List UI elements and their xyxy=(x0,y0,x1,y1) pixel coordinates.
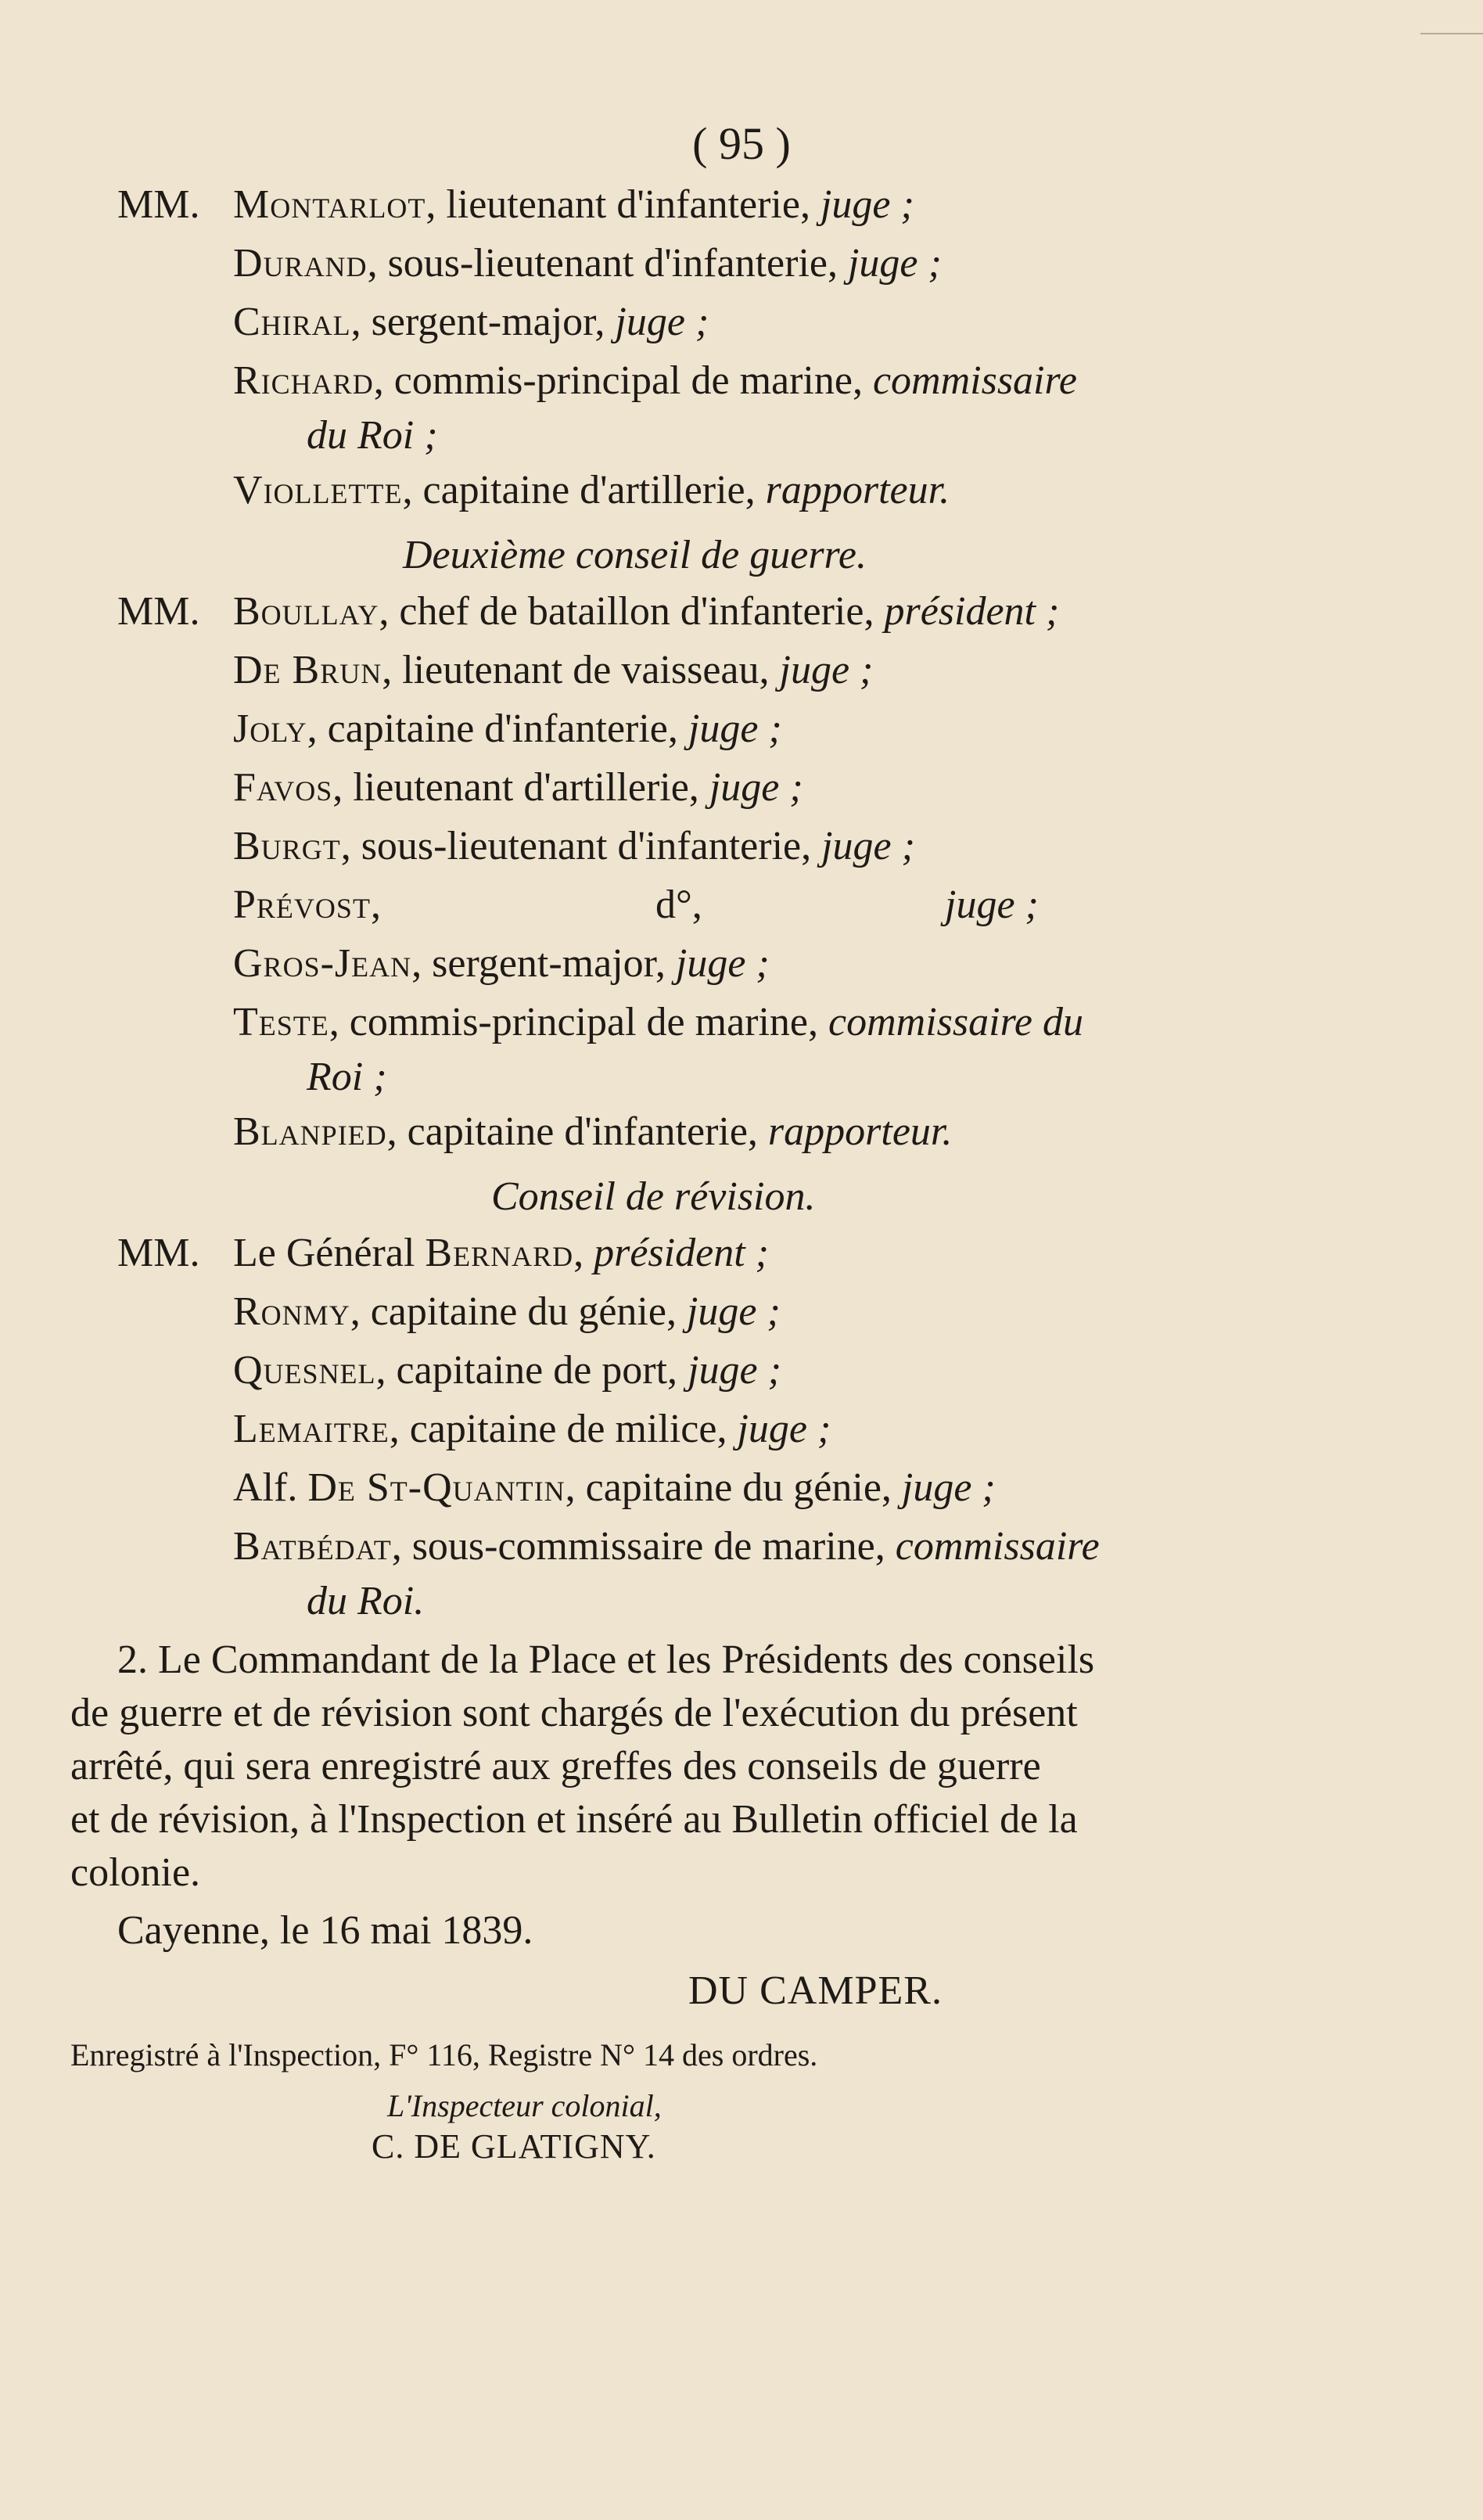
article-line: colonie. xyxy=(70,1850,201,1895)
member-name: Quesnel xyxy=(233,1348,376,1393)
member-role: , xyxy=(370,883,381,927)
member-function: juge ; xyxy=(847,241,942,286)
member-name: Montarlot xyxy=(233,182,426,227)
member-line xyxy=(233,240,942,287)
member-function: juge ; xyxy=(820,182,914,227)
member-name: Batbédat xyxy=(233,1524,392,1569)
member-name: Burgt xyxy=(233,824,341,868)
member-name: Richard xyxy=(233,358,374,403)
member-prefix: Alf. xyxy=(233,1465,308,1510)
member-role: , lieutenant d'artillerie, xyxy=(332,765,709,810)
member-function: rapporteur. xyxy=(767,1109,953,1154)
member-function: juge ; xyxy=(615,300,709,344)
member-name: De Brun xyxy=(233,648,382,692)
member-function-continued: du Roi. xyxy=(307,1579,425,1623)
member-line xyxy=(233,588,1059,635)
member-name: Gros-Jean xyxy=(233,941,412,986)
member-function: juge ; xyxy=(945,883,1039,927)
member-function: commissaire xyxy=(895,1524,1100,1569)
member-name: Teste xyxy=(233,1000,329,1044)
member-name: Bernard xyxy=(425,1231,574,1275)
member-role: , capitaine d'artillerie, xyxy=(402,468,766,512)
member-line xyxy=(233,1465,996,1512)
member-line xyxy=(233,1289,781,1335)
member-role: , lieutenant d'infanterie, xyxy=(426,182,820,227)
member-role: , sous-lieutenant d'infanterie, xyxy=(340,824,822,868)
member-role: , capitaine d'infanterie, xyxy=(386,1109,768,1154)
member-role: , capitaine de port, xyxy=(375,1348,688,1393)
member-role: , capitaine du génie, xyxy=(350,1289,687,1334)
member-line xyxy=(233,358,1077,404)
member-line xyxy=(233,467,950,514)
member-function: juge ; xyxy=(901,1465,996,1510)
member-role: , capitaine d'infanterie, xyxy=(307,706,688,751)
section-heading: Deuxième conseil de guerre. xyxy=(403,533,867,577)
group1-prefix: MM. xyxy=(117,182,200,227)
section-heading: Conseil de révision. xyxy=(491,1174,816,1219)
member-prefix: Le Général xyxy=(233,1231,426,1275)
member-name: Lemaitre xyxy=(233,1407,390,1451)
member-function: rapporteur. xyxy=(765,468,950,512)
date-line: Cayenne, le 16 mai 1839. xyxy=(117,1908,533,1953)
member-function: commissaire xyxy=(872,358,1077,403)
member-function-continued: du Roi ; xyxy=(307,413,438,458)
member-name: Ronmy xyxy=(233,1289,350,1334)
member-function: juge ; xyxy=(686,1289,781,1334)
inspector-name: C. DE GLATIGNY. xyxy=(372,2127,656,2166)
registration-line: Enregistré à l'Inspection, F° 116, Registre N° 14 des ordres. xyxy=(70,2037,818,2072)
member-role: , commis-principal de marine, xyxy=(329,1000,829,1044)
member-name: De St-Quantin xyxy=(307,1465,566,1510)
article-line: 2. Le Commandant de la Place et les Présidents des conseils xyxy=(117,1637,1095,1682)
member-line xyxy=(233,299,709,346)
group3-prefix: MM. xyxy=(117,1231,200,1275)
member-name: Favos xyxy=(233,765,333,810)
member-line xyxy=(233,1109,952,1156)
member-line xyxy=(233,182,914,228)
member-function: juge ; xyxy=(821,824,915,868)
member-function: juge ; xyxy=(688,706,782,751)
member-name: Boullay xyxy=(233,589,379,634)
member-line xyxy=(233,1230,769,1277)
member-role: , sergent-major, xyxy=(411,941,676,986)
member-line xyxy=(233,823,915,870)
member-line xyxy=(233,1347,781,1394)
member-role: , capitaine de milice, xyxy=(389,1407,738,1451)
member-line xyxy=(233,882,381,929)
member-name: Durand xyxy=(233,241,368,286)
member-role: , chef de bataillon d'infanterie, xyxy=(379,589,885,634)
member-role: , sous-commissaire de marine, xyxy=(391,1524,896,1569)
page-number: ( 95 ) xyxy=(692,118,791,169)
member-line xyxy=(233,706,782,753)
member-name: Blanpied xyxy=(233,1109,387,1154)
member-name: Chiral xyxy=(233,300,351,344)
member-function: juge ; xyxy=(779,648,874,692)
member-role: , sous-lieutenant d'infanterie, xyxy=(367,241,848,286)
member-role: , lieutenant de vaisseau, xyxy=(382,648,780,692)
inspector-title: L'Inspecteur colonial, xyxy=(387,2088,662,2123)
article-line: de guerre et de révision sont chargés de l'exécution du présent xyxy=(70,1691,1078,1735)
member-function: président ; xyxy=(594,1231,769,1275)
member-function: juge ; xyxy=(709,765,803,810)
member-name: Joly xyxy=(233,706,307,751)
member-line xyxy=(233,999,1083,1046)
group2-prefix: MM. xyxy=(117,589,200,634)
member-function: juge ; xyxy=(688,1348,781,1393)
member-function: juge ; xyxy=(675,941,770,986)
member-function: juge ; xyxy=(737,1407,831,1451)
member-line xyxy=(233,1523,1100,1570)
article-line: et de révision, à l'Inspection et inséré au Bulletin officiel de la xyxy=(70,1797,1078,1842)
article-line: arrêté, qui sera enregistré aux greffes des conseils de guerre xyxy=(70,1744,1041,1788)
member-name: Viollette xyxy=(233,468,403,512)
member-line xyxy=(233,940,770,987)
page-edge xyxy=(1420,33,1483,34)
member-function-continued: Roi ; xyxy=(307,1055,387,1099)
member-line xyxy=(233,1406,831,1453)
member-line xyxy=(233,764,803,811)
member-role: , sergent-major, xyxy=(350,300,616,344)
member-role: , capitaine du génie, xyxy=(565,1465,902,1510)
member-role: , commis-principal de marine, xyxy=(373,358,873,403)
member-line xyxy=(233,647,873,694)
member-name: Prévost xyxy=(233,883,371,927)
member-role: , xyxy=(573,1231,594,1275)
member-function: commissaire du xyxy=(828,1000,1083,1044)
ditto-mark: d°, xyxy=(655,883,702,927)
signature: DU CAMPER. xyxy=(688,1968,943,2013)
member-function: président ; xyxy=(884,589,1060,634)
